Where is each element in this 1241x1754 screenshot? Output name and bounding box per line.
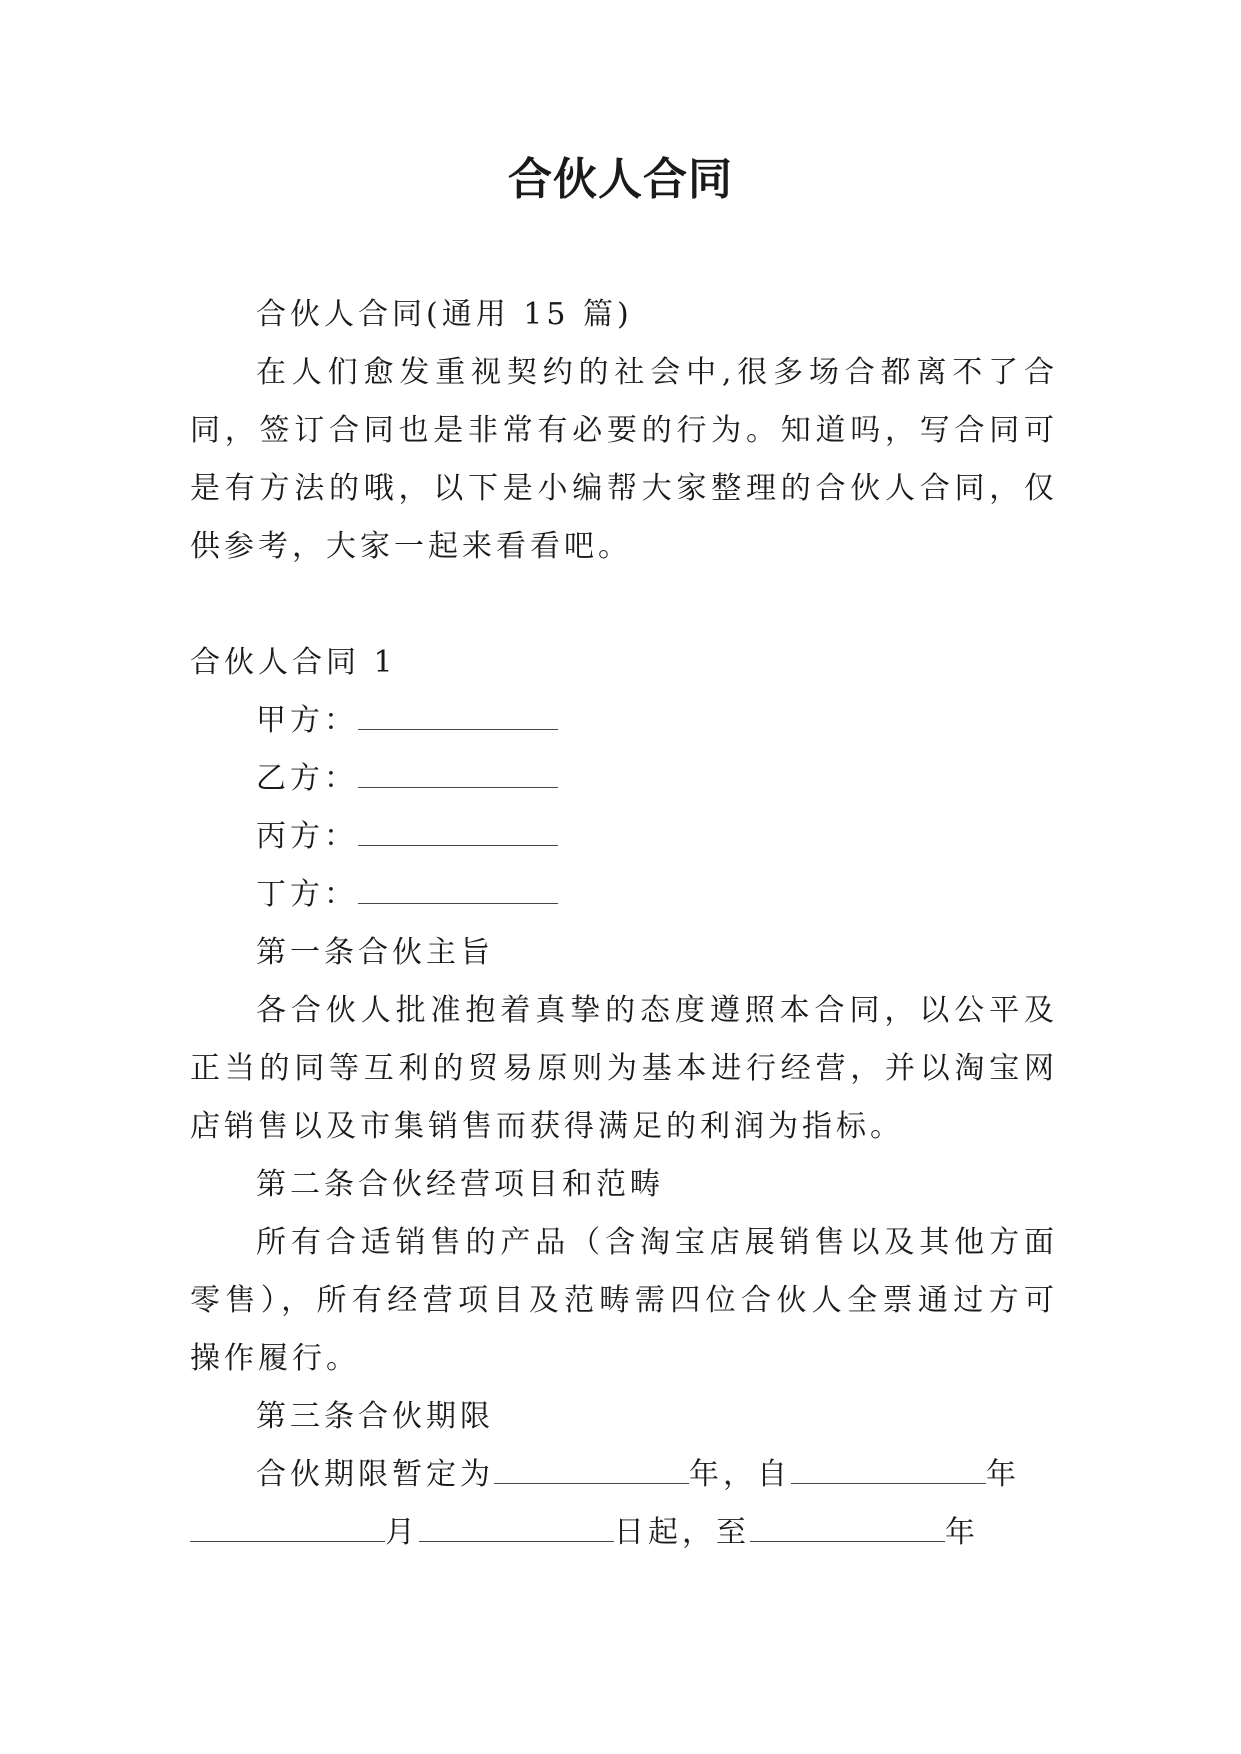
document-title: 合伙人合同 (508, 154, 733, 205)
term-years-blank (494, 1455, 689, 1484)
party-b-line (190, 750, 1058, 808)
section-heading: 合伙人合同 1 (190, 645, 397, 680)
party-c-label: 丙方： (256, 819, 358, 854)
day-from-label: 日起，至 (614, 1515, 750, 1550)
party-a-blank (358, 701, 558, 730)
article-3-term-line (190, 1446, 1058, 1504)
party-d-blank (358, 875, 558, 904)
party-d-label: 丁方： (256, 877, 358, 912)
term-year-label: 年 (986, 1457, 1020, 1492)
end-year-label: 年 (945, 1515, 979, 1550)
start-day-blank (419, 1513, 614, 1542)
article-2-heading: 第二条合伙经营项目和范畴 (256, 1167, 664, 1202)
party-d-line (190, 866, 1058, 924)
party-b-blank (358, 759, 558, 788)
article-1-body: 各合伙人批准抱着真挚的态度遵照本合同，以公平及正当的同等互利的贸易原则为基本进行经营，并以淘宝网店销售以及市集销售而获得满足的利润为指标。 (190, 993, 1058, 1144)
article-3-heading: 第三条合伙期限 (256, 1399, 494, 1434)
party-a-line (190, 692, 1058, 750)
start-month-blank (190, 1513, 385, 1542)
party-c-blank (358, 817, 558, 846)
term-year-from: 年，自 (689, 1457, 791, 1492)
intro-paragraph: 在人们愈发重视契约的社会中,很多场合都离不了合同，签订合同也是非常有必要的行为。知道吗，写合同可是有方法的哦，以下是小编帮大家整理的合伙人合同，仅供参考，大家一起来看看吧。 (190, 355, 1058, 564)
article-1-heading: 第一条合伙主旨 (256, 935, 494, 970)
document-body (190, 286, 1058, 1562)
end-year-blank (750, 1513, 945, 1542)
month-label: 月 (385, 1515, 419, 1550)
party-c-line (190, 808, 1058, 866)
article-2-body: 所有合适销售的产品（含淘宝店展销售以及其他方面零售），所有经营项目及范畴需四位合伙人全票通过方可操作履行。 (190, 1225, 1058, 1376)
party-a-label: 甲方： (256, 703, 358, 738)
party-b-label: 乙方： (256, 761, 358, 796)
spacer (190, 576, 1058, 634)
term-prefix: 合伙期限暂定为 (256, 1457, 494, 1492)
article-3-date-line (190, 1504, 1058, 1562)
document-subtitle: 合伙人合同(通用 15 篇) (256, 297, 633, 332)
start-year-blank (791, 1455, 986, 1484)
